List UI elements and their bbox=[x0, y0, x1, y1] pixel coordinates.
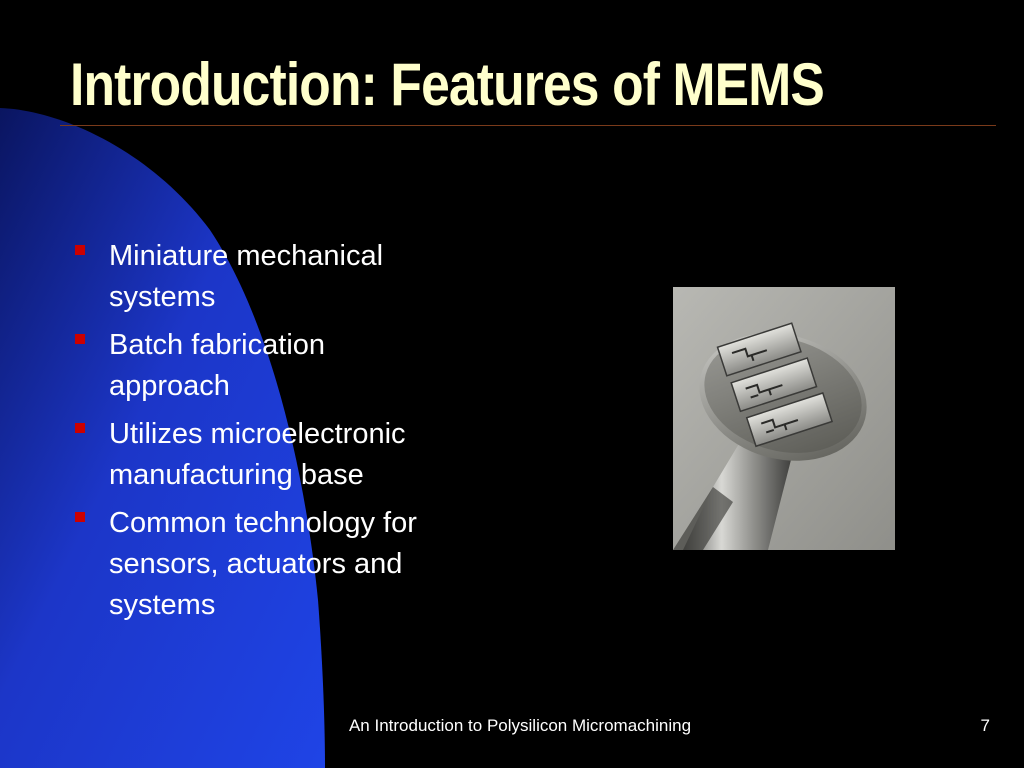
slide-title: Introduction: Features of MEMS bbox=[70, 51, 824, 118]
mems-sensor-photo bbox=[673, 287, 895, 550]
bullet-line: systems bbox=[109, 589, 216, 621]
bullet-item bbox=[72, 236, 492, 318]
bullet-line: manufacturing base bbox=[109, 459, 364, 491]
title-divider bbox=[60, 125, 996, 126]
bullet-line: Common technology for bbox=[109, 507, 417, 539]
bullet-item bbox=[72, 325, 492, 407]
bullet-item bbox=[72, 503, 492, 626]
bullet-list bbox=[72, 236, 492, 633]
square-bullet-icon bbox=[75, 512, 85, 522]
page-number: 7 bbox=[980, 716, 990, 735]
bullet-line: approach bbox=[109, 370, 230, 402]
bullet-line: Batch fabrication bbox=[109, 329, 326, 361]
bullet-line: Utilizes microelectronic bbox=[109, 418, 406, 450]
bullet-line: sensors, actuators and bbox=[109, 548, 403, 580]
mems-sensor-illustration bbox=[673, 287, 895, 550]
bullet-line: systems bbox=[109, 281, 216, 313]
bullet-item bbox=[72, 414, 492, 496]
slide-footer: An Introduction to Polysilicon Micromachining bbox=[348, 716, 692, 735]
bullet-line: Miniature mechanical bbox=[109, 240, 384, 272]
square-bullet-icon bbox=[75, 334, 85, 344]
square-bullet-icon bbox=[75, 245, 85, 255]
square-bullet-icon bbox=[75, 423, 85, 433]
